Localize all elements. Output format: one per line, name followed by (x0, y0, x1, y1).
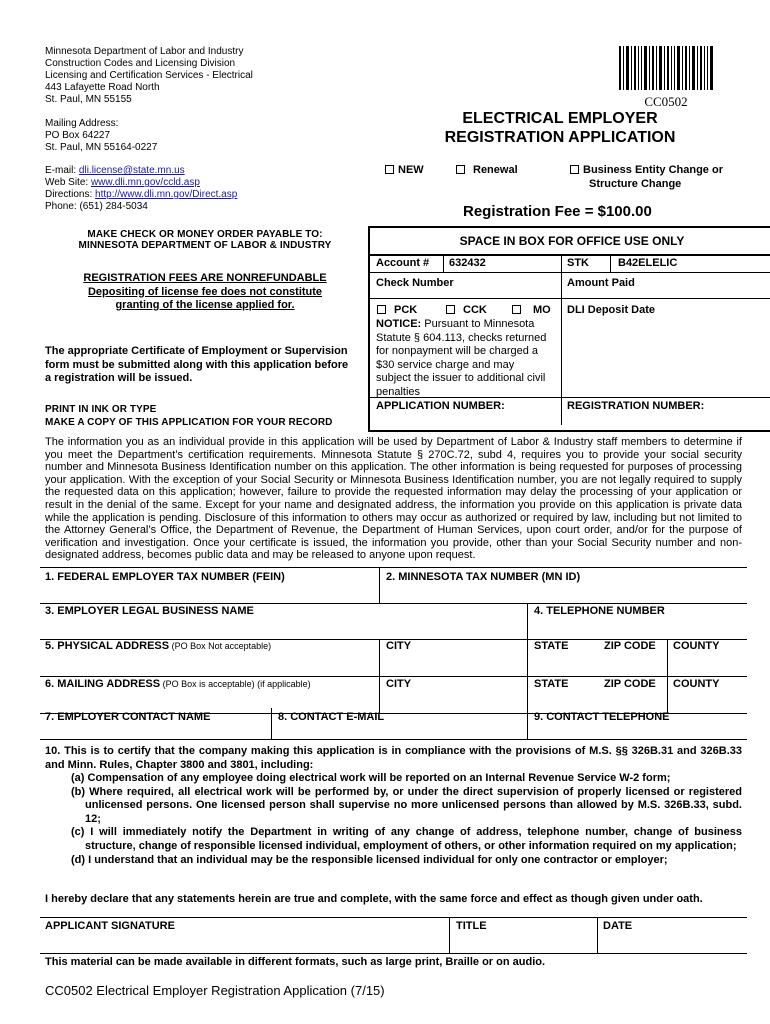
privacy-notice: The information you as an individual provide in this application will be used by Department of Labor & Industry staff members to determine if you meet the Department’s certification requirements. Minnesota Statute § 270C.72, subd 4, requires you to provide your social security number and Minnesota Business Identification number on this application. The other information is being requested for purposes of processing your application. With the exception of your Social Security or Minnesota Business Identification number, you are not legally required to supply the requested data on this application; however, failure to provide the requested information may delay the processing of your application or result in the denial of the same. Except for your name and designated address, the information you provide on this application is private data while the application is pending. Disclosure of this information to others may occur as authorized or required by law, including but not limited to the Attorney General’s Office, the Department of Revenue, the Department of Human Services, upon court order, and/or for the purpose of verification and investigation. Once your certificate is issued, the information you provide, other than your Social Security number and non-designated address, becomes public data and may be released to anyone upon request. (45, 436, 742, 562)
certification-item: (a) Compensation of any employee doing electrical work will be reported on an Internal Revenue Service W-2 form; (71, 772, 671, 784)
deposit-date-label: DLI Deposit Date (567, 304, 656, 316)
physical-address-input[interactable] (40, 656, 379, 676)
date-input[interactable] (598, 934, 747, 953)
payment-instructions (45, 229, 365, 251)
payable-line-1: MAKE CHECK OR MONEY ORDER PAYABLE TO: (87, 229, 323, 240)
office-box-header: SPACE IN BOX FOR OFFICE USE ONLY (459, 234, 685, 248)
form-code: CC0502 (644, 94, 688, 109)
renewal-checkbox[interactable] (456, 165, 465, 174)
change-checkbox[interactable] (570, 165, 579, 174)
mailing-zip-label: ZIP CODE (604, 678, 656, 690)
date-label: DATE (603, 920, 633, 932)
contact-phone-input[interactable] (528, 725, 747, 739)
registration-number-label: REGISTRATION NUMBER: (567, 400, 705, 412)
signature-input[interactable] (40, 934, 449, 953)
contact-email-label: 8. CONTACT E-MAIL (278, 711, 385, 723)
mailing-address-block (45, 118, 375, 154)
copy-record-text: MAKE A COPY OF THIS APPLICATION FOR YOUR RECORD (45, 417, 333, 428)
account-label: Account # (376, 257, 430, 269)
mailing-line: St. Paul, MN 55164-0227 (45, 142, 158, 153)
title-input[interactable] (450, 934, 597, 953)
title-label: TITLE (456, 920, 487, 932)
website-label: Web Site: (45, 177, 89, 188)
physical-zip-label: ZIP CODE (604, 640, 656, 652)
legal-name-label: 3. EMPLOYER LEGAL BUSINESS NAME (45, 605, 254, 617)
stk-value: B42ELELIC (618, 257, 678, 269)
mn-tax-input[interactable] (380, 583, 747, 603)
contact-name-input[interactable] (40, 725, 271, 739)
notice-text: NOTICE: Pursuant to Minnesota Statute § 604.113, checks returned for nonpayment will be charged a $30 service charge and may subject the issuer to additional civil penalties (376, 318, 547, 398)
physical-county-label: COUNTY (673, 640, 720, 652)
website-link[interactable]: www.dli.mn.gov/ccld.asp (90, 177, 200, 188)
fein-label: 1. FEDERAL EMPLOYER TAX NUMBER (FEIN) (45, 571, 285, 583)
agency-line: Licensing and Certification Services - Electrical (45, 70, 253, 81)
nonrefundable-text: REGISTRATION FEES ARE NONREFUNDABLE (83, 272, 327, 284)
title-line-2: REGISTRATION APPLICATION (444, 129, 676, 146)
mo-option[interactable]: MO (512, 304, 551, 318)
certificate-line-1: The appropriate Certificate of Employment or Supervision (45, 345, 348, 357)
certification-item: (b) Where required, all electrical work will be performed by, or under the direct supervision of properly licensed or registered unlicensed persons. One licensed person shall supervise no more unlicensed persons than allowed by M.S. 326B.33, subd. 12; (71, 785, 742, 825)
contact-name-label: 7. EMPLOYER CONTACT NAME (45, 711, 211, 723)
telephone-label: 4. TELEPHONE NUMBER (534, 605, 665, 617)
page-title (420, 109, 700, 147)
certification-item: (d) I understand that an individual may be the responsible licensed individual for only one contractor or employer; (71, 853, 668, 866)
pck-checkbox[interactable] (377, 305, 386, 314)
accessibility-notice: This material can be made available in different formats, such as large print, Braille or on audio. (45, 956, 546, 968)
contact-info (45, 165, 375, 213)
application-number-label: APPLICATION NUMBER: (376, 400, 505, 412)
email-label: E-mail: (45, 165, 77, 176)
certificate-notice (45, 345, 365, 386)
change-label-1: Business Entity Change or (583, 164, 723, 176)
barcode-icon (619, 46, 715, 90)
agency-line: 443 Lafayette Road North (45, 82, 160, 93)
stk-label: STK (567, 257, 589, 269)
agency-line: St. Paul, MN 55155 (45, 94, 132, 105)
mo-checkbox[interactable] (512, 305, 521, 314)
change-label-2: Structure Change (589, 177, 682, 190)
mailing-address-label: 6. MAILING ADDRESS (PO Box is acceptable) (if applicable) (45, 678, 311, 690)
contact-phone-label: 9. CONTACT TELEPHONE (534, 711, 670, 723)
email-link[interactable]: dli.license@state.mn.us (78, 165, 185, 176)
mailing-state-label: STATE (534, 678, 569, 690)
fein-input[interactable] (40, 583, 379, 603)
mailing-label: Mailing Address: (45, 118, 119, 129)
mailing-county-label: COUNTY (673, 678, 720, 690)
declaration: I hereby declare that any statements herein are true and complete, with the same force and effect as though given under oath. (45, 893, 703, 905)
new-label: NEW (398, 164, 424, 176)
applicant-signature-label: APPLICANT SIGNATURE (45, 920, 175, 932)
cck-option[interactable]: CCK (446, 304, 487, 318)
payable-line-2: MINNESOTA DEPARTMENT OF LABOR & INDUSTRY (78, 240, 332, 251)
renewal-option[interactable] (456, 164, 518, 178)
mailing-city-label: CITY (386, 678, 412, 690)
phone-text: Phone: (651) 284-5034 (45, 201, 148, 212)
physical-address-label: 5. PHYSICAL ADDRESS (PO Box Not acceptable) (45, 640, 272, 652)
new-checkbox[interactable] (385, 165, 394, 174)
certification-item: (c) I will immediately notify the Department in writing of any change of address, telephone number, change of business structure, change of responsible licensed individual, employment of others, or other information required on my application; (71, 826, 742, 852)
agency-address (45, 46, 375, 106)
legal-name-input[interactable] (40, 619, 527, 639)
directions-link[interactable]: http://www.dli.mn.gov/Direct.asp (95, 189, 238, 200)
print-instructions (45, 404, 365, 428)
certification-intro: 10. This is to certify that the company making this application is in compliance with the provisions of M.S. §§ 326B.31 and 326B.33 and Minn. Rules, Chapter 3800 and 3801, including: (45, 745, 742, 771)
agency-line: Construction Codes and Licensing Division (45, 58, 236, 69)
directions-label: Directions: (45, 189, 93, 200)
agency-line: Minnesota Department of Labor and Industry (45, 46, 244, 57)
certificate-line-2: form must be submitted along with this application before (45, 358, 349, 371)
depositing-line-2: granting of the license applied for. (115, 299, 295, 311)
physical-state-label: STATE (534, 640, 569, 652)
print-ink-text: PRINT IN INK OR TYPE (45, 404, 157, 415)
mailing-address-input[interactable] (40, 693, 379, 713)
mn-tax-label: 2. MINNESOTA TAX NUMBER (MN ID) (386, 571, 581, 583)
new-option[interactable] (385, 164, 424, 178)
cck-checkbox[interactable] (446, 305, 455, 314)
account-value: 632432 (449, 257, 486, 269)
physical-city-label: CITY (386, 640, 412, 652)
certificate-line-3: a registration will be issued. (45, 372, 193, 384)
footer-text: CC0502 Electrical Employer Registration Application (7/15) (45, 983, 385, 998)
registration-fee: Registration Fee = $100.00 (463, 203, 652, 220)
mailing-line: PO Box 64227 (45, 130, 111, 141)
change-option[interactable] (570, 164, 750, 191)
depositing-line-1: Depositing of license fee does not constitute (87, 285, 323, 298)
fee-notice (45, 272, 365, 313)
pck-option[interactable]: PCK (377, 304, 417, 318)
contact-email-input[interactable] (272, 725, 527, 739)
title-line-1: ELECTRICAL EMPLOYER (462, 110, 658, 127)
telephone-input[interactable] (528, 619, 747, 639)
check-number-label: Check Number (376, 277, 454, 289)
renewal-label: Renewal (473, 164, 518, 176)
amount-paid-label: Amount Paid (567, 277, 635, 289)
certification-items (45, 772, 742, 867)
